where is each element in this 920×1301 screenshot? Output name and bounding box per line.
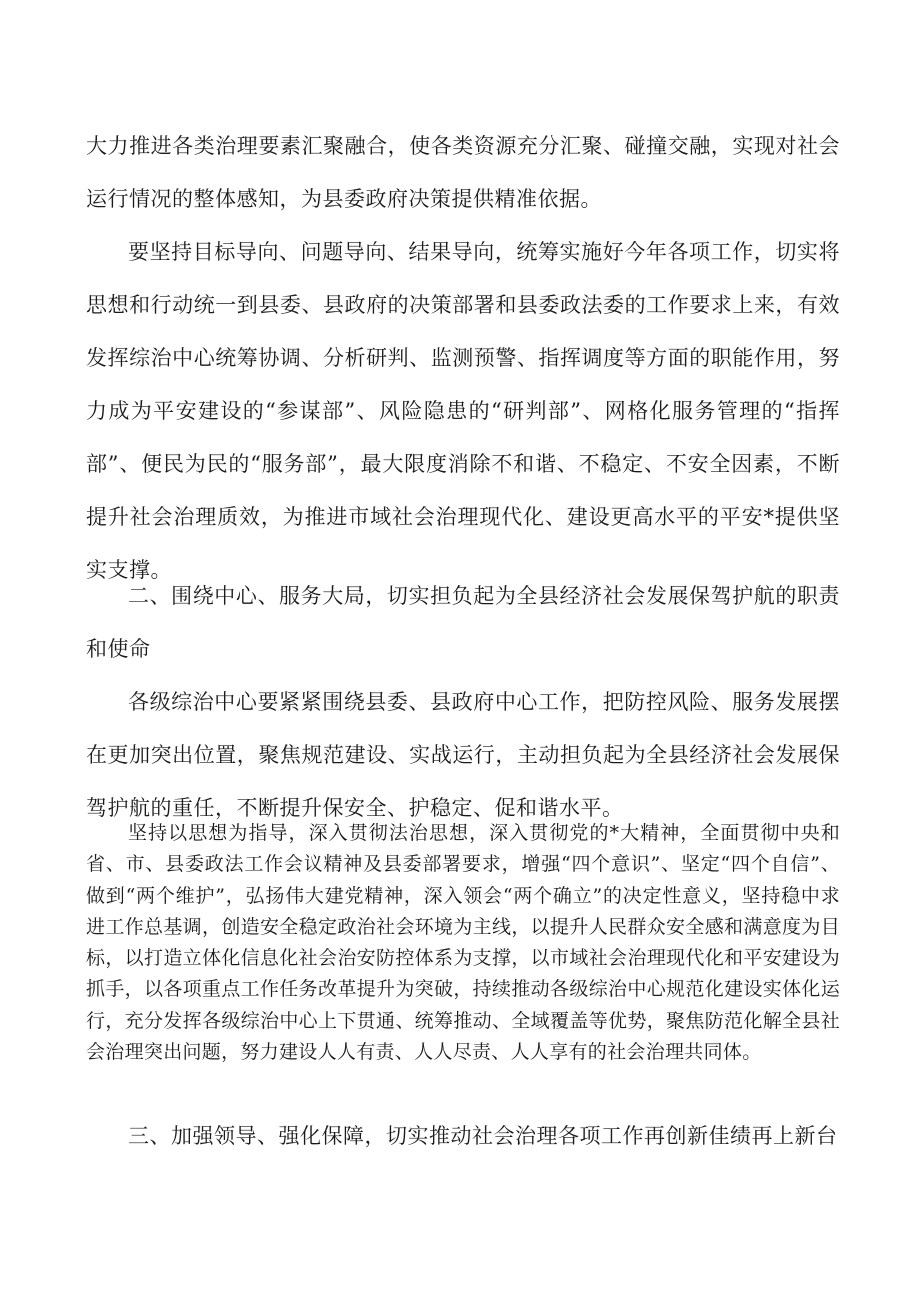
section-heading-three: 三、加强领导、强化保障，切实推动社会治理各项工作再创新佳绩再上新台 <box>128 1124 838 1148</box>
paragraph-center-work: 各级综治中心要紧紧围绕县委、县政府中心工作，把防控风险、服务发展摆在更加突出位置，聚焦规范建设、实战运行，主动担负起为全县经济社会发展保驾护航的重任，不断提升保安全、护稳定、促和谐水平。 <box>86 690 840 820</box>
section-heading-two: 二、围绕中心、服务大局，切实担负起为全县经济社会发展保驾护航的职责和使命 <box>86 584 840 661</box>
paragraph-continuation: 大力推进各类治理要素汇聚融合，使各类资源充分汇聚、碰撞交融，实现对社会运行情况的整体感知，为县委政府决策提供精准依据。 <box>86 134 840 211</box>
paragraph-goal-orientation: 要坚持目标导向、问题导向、结果导向，统筹实施好今年各项工作，切实将思想和行动统一到县委、县政府的决策部署和县委政法委的工作要求上来，有效发挥综治中心统筹协调、分析研判、监测预警、指挥调度等方面的职能作用，努力成为平安建设的“参谋部”、风险隐患的“研判部”、网格化服务管理的“指挥部”、便民为民的“服务部”，最大限度消除不和谐、不稳定、不安全因素，不断提升社会治理质效，为推进市域社会治理现代化、建设更高水平的平安*提供坚实支撑。 <box>86 240 840 582</box>
paragraph-guiding-thought: 坚持以思想为指导，深入贯彻法治思想，深入贯彻党的*大精神，全面贯彻中央和省、市、县委政法工作会议精神及县委部署要求，增强“四个意识”、坚定“四个自信”、做到“两个维护”，弘扬伟大建党精神，深入领会“两个确立”的决定性意义，坚持稳中求进工作总基调，创造安全稳定政治社会环境为主线，以提升人民群众安全感和满意度为目标，以打造立体化信息化社会治安防控体系为支撑，以市域社会治理现代化和平安建设为抓手，以各项重点工作任务改革提升为突破，持续推动各级综治中心规范化建设实体化运行，充分发挥各级综治中心上下贯通、统筹推动、全域覆盖等优势，聚焦防范化解全县社会治理突出问题，努力建设人人有责、人人尽责、人人享有的社会治理共同体。 <box>86 822 840 1064</box>
